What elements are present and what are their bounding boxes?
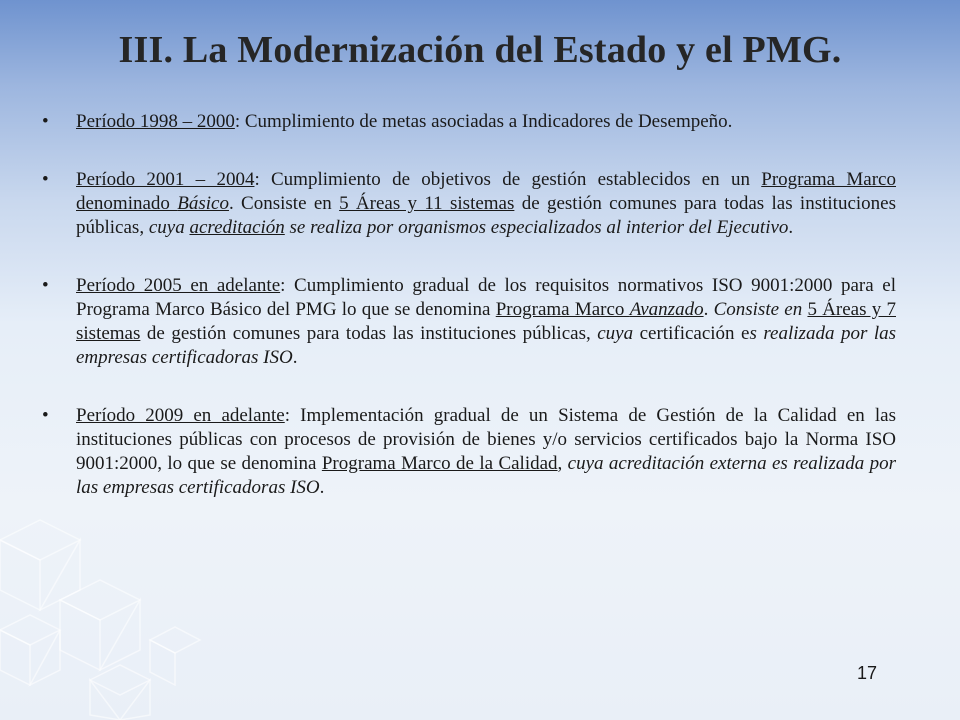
bullet-text-segment: Período 2009 en adelante xyxy=(76,405,285,426)
bullet-text-segment: cuya xyxy=(148,217,190,238)
bullet-list xyxy=(40,110,896,534)
bullet-text-segment: cuya acreditación externa e xyxy=(567,453,781,474)
bullet-text-segment: , xyxy=(557,453,568,474)
bullet-item xyxy=(40,274,896,370)
bullet-marker: • xyxy=(42,169,49,190)
bullet-item xyxy=(40,110,896,134)
bullet-text-segment: Período 2001 – 2004 xyxy=(76,169,255,190)
bullet-text-segment: certificación e xyxy=(639,323,750,344)
bullet-text-segment: Programa Marco de la Calidad xyxy=(321,453,558,474)
bullet-text-segment: s realizada por las empresas certificadoras ISO xyxy=(76,453,896,498)
bullet-text-segment: 5 Áreas y 11 sistemas xyxy=(339,193,515,214)
bullet-text-segment: : Implementación gradual de un Sistema de Gestión de la Calidad en las instituciones públicas con procesos de provisión de bienes y/o servicios certificados bajo la Norma ISO 9001:2000, lo que se denomina xyxy=(76,405,896,474)
bullet-text-segment: . xyxy=(788,217,794,238)
slide-title: III. La Modernización del Estado y el PMG. xyxy=(118,29,842,71)
bullet-item xyxy=(40,168,896,240)
bullet-marker: • xyxy=(42,111,49,132)
bullet-text-segment: 5 Áreas y 7 sistemas xyxy=(76,299,896,344)
bullet-text-segment: se realiza por organismos especializados al interior del Ejecutivo xyxy=(284,217,789,238)
bullet-text-segment: cuya xyxy=(597,323,640,344)
bullet-text-segment: . xyxy=(703,299,714,320)
bullet-text-segment: acreditación xyxy=(189,217,285,238)
bullet-text-segment: : Cumplimiento de metas asociadas a Indicadores de Desempeño. xyxy=(234,111,733,132)
bullet-text-segment: de gestión comunes para todas las instituciones públicas, xyxy=(140,323,598,344)
bullet-text-segment: Consiste en xyxy=(713,299,808,320)
bullet-text-segment: Programa Marco xyxy=(495,299,630,320)
bullet-item xyxy=(40,404,896,500)
page-number: 17 xyxy=(857,663,878,683)
bullet-text-segment: : Cumplimiento gradual de los requisitos normativos ISO 9001:2000 para el Programa Marco Básico del PMG lo que se denomina xyxy=(76,275,896,320)
bullet-text-segment: Programa Marco denominado xyxy=(76,169,896,214)
bullet-text-segment: Básico xyxy=(177,193,229,214)
bullet-text-segment: : Cumplimiento de objetivos de gestión establecidos en un xyxy=(254,169,762,190)
bullet-marker: • xyxy=(42,275,49,296)
bullet-text-segment: Período 2005 en adelante xyxy=(76,275,281,296)
bullet-text-segment: s realizada por las empresas certificadoras ISO xyxy=(76,323,897,368)
bullet-text-segment: Período 1998 – 2000 xyxy=(76,111,235,132)
bullet-text-segment: . xyxy=(292,347,298,368)
bullet-marker: • xyxy=(42,405,49,426)
bullet-text-segment: . xyxy=(319,477,325,498)
bullet-text-segment: de gestión comunes para todas las instituciones públicas, xyxy=(76,193,896,238)
bullet-text-segment: Avanzado xyxy=(629,299,704,320)
bullet-text-segment: . Consiste en xyxy=(228,193,340,214)
